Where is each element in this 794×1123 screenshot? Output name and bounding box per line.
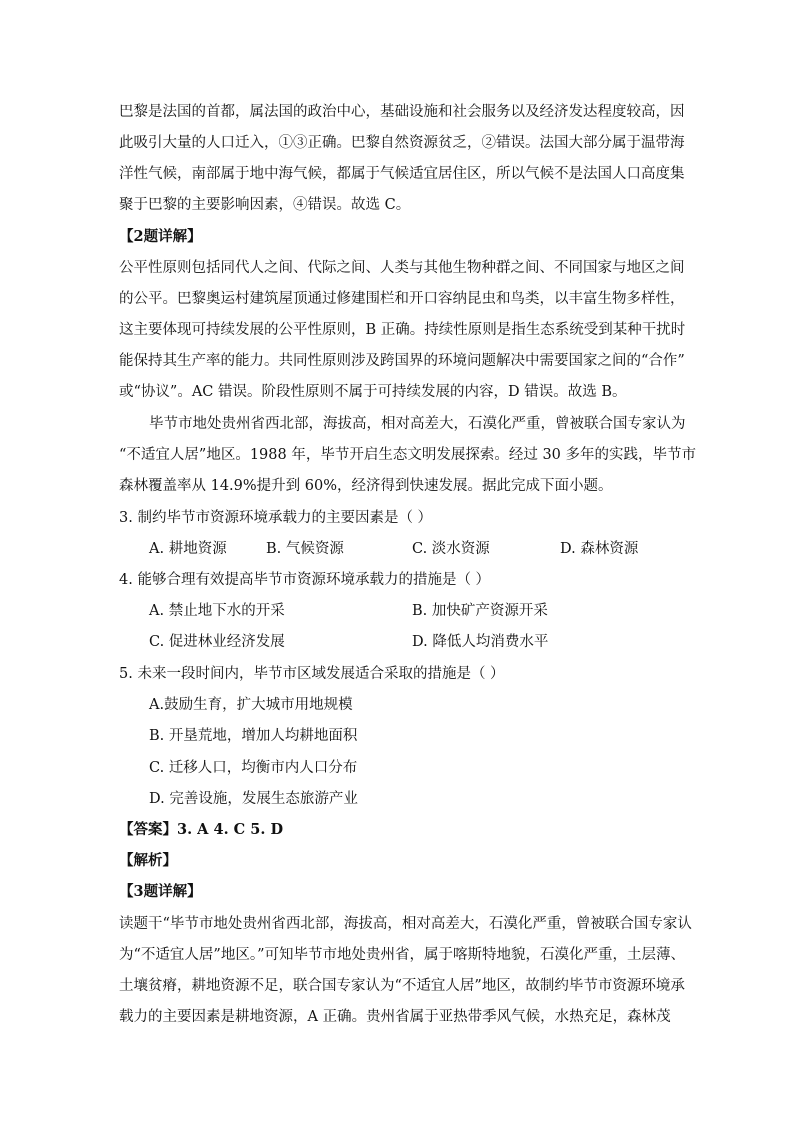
paragraph-line: 公平性原则包括同代人之间、代际之间、人类与其他生物种群之间、不同国家与地区之间 [119, 260, 685, 276]
q4-option-b: B. 加快矿产资源开采 [412, 603, 548, 619]
paragraph-line: 载力的主要因素是耕地资源，A 正确。贵州省属于亚热带季风气候，水热充足，森林茂 [119, 1009, 671, 1025]
paragraph-line: 洋性气候，南部属于地中海气候，都属于气候适宜居住区，所以气候不是法国人口高度集 [119, 166, 685, 182]
paragraph-line: 森林覆盖率从 14.9%提升到 60%，经济得到快速发展。据此完成下面小题。 [119, 478, 613, 494]
q3-option-d: D. 森林资源 [560, 541, 639, 557]
q3-option-b: B. 气候资源 [266, 541, 344, 557]
question-3: 3. 制约毕节市资源环境承载力的主要因素是（ ） [119, 510, 433, 526]
q3-option-c: C. 淡水资源 [412, 541, 490, 557]
q3-option-a: A. 耕地资源 [149, 541, 227, 557]
paragraph-line: “不适宜人居”地区。1988 年，毕节开启生态文明发展探索。经过 30 多年的实践，毕节市 [119, 447, 697, 463]
q5-option-a: A.鼓励生育，扩大城市用地规模 [149, 697, 353, 713]
q5-option-d: D. 完善设施，发展生态旅游产业 [149, 791, 358, 807]
answer-line: 【答案】3. A 4. C 5. D [119, 821, 284, 838]
paragraph-line: 的公平。巴黎奥运村建筑屋顶通过修建围栏和开口容纳昆虫和鸟类，以丰富生物多样性， [119, 291, 685, 307]
paragraph-line: 这主要体现可持续发展的公平性原则，B 正确。持续性原则是指生态系统受到某种干扰时 [119, 322, 686, 338]
analysis-heading: 【解析】 [119, 852, 177, 869]
paragraph-line: 为“不适宜人居”地区。”可知毕节市地处贵州省，属于喀斯特地貌，石漠化严重，土层薄、 [119, 947, 685, 963]
question-4: 4. 能够合理有效提高毕节市资源环境承载力的措施是（ ） [119, 572, 491, 588]
paragraph-line: 或“协议”。AC 错误。阶段性原则不属于可持续发展的内容，D 错误。故选 B。 [119, 384, 627, 400]
section-heading: 【3题详解】 [119, 883, 202, 900]
q4-option-a: A. 禁止地下水的开采 [149, 603, 285, 619]
paragraph-line: 巴黎是法国的首都，属法国的政治中心，基础设施和社会服务以及经济发达程度较高，因 [119, 104, 685, 120]
q4-option-d: D. 降低人均消费水平 [412, 634, 549, 650]
paragraph-line: 能保持其生产率的能力。共同性原则涉及跨国界的环境问题解决中需要国家之间的“合作” [119, 353, 685, 369]
q5-option-c: C. 迁移人口，均衡市内人口分布 [149, 760, 358, 776]
paragraph-line: 此吸引大量的人口迁入，①③正确。巴黎自然资源贫乏，②错误。法国大部分属于温带海 [119, 135, 685, 151]
section-heading: 【2题详解】 [119, 228, 202, 245]
paragraph-line: 读题干“毕节市地处贵州省西北部，海拔高，相对高差大，石漠化严重，曾被联合国专家认 [119, 916, 692, 932]
paragraph-line: 土壤贫瘠，耕地资源不足，联合国专家认为“不适宜人居”地区，故制约毕节市资源环境承 [119, 978, 685, 994]
q5-option-b: B. 开垦荒地，增加人均耕地面积 [149, 728, 358, 744]
q4-option-c: C. 促进林业经济发展 [149, 634, 285, 650]
question-5: 5. 未来一段时间内，毕节市区域发展适合采取的措施是（ ） [119, 666, 505, 682]
paragraph-line: 聚于巴黎的主要影响因素，④错误。故选 C。 [119, 197, 411, 213]
paragraph-line: 毕节市地处贵州省西北部，海拔高，相对高差大，石漠化严重，曾被联合国专家认为 [149, 416, 686, 432]
